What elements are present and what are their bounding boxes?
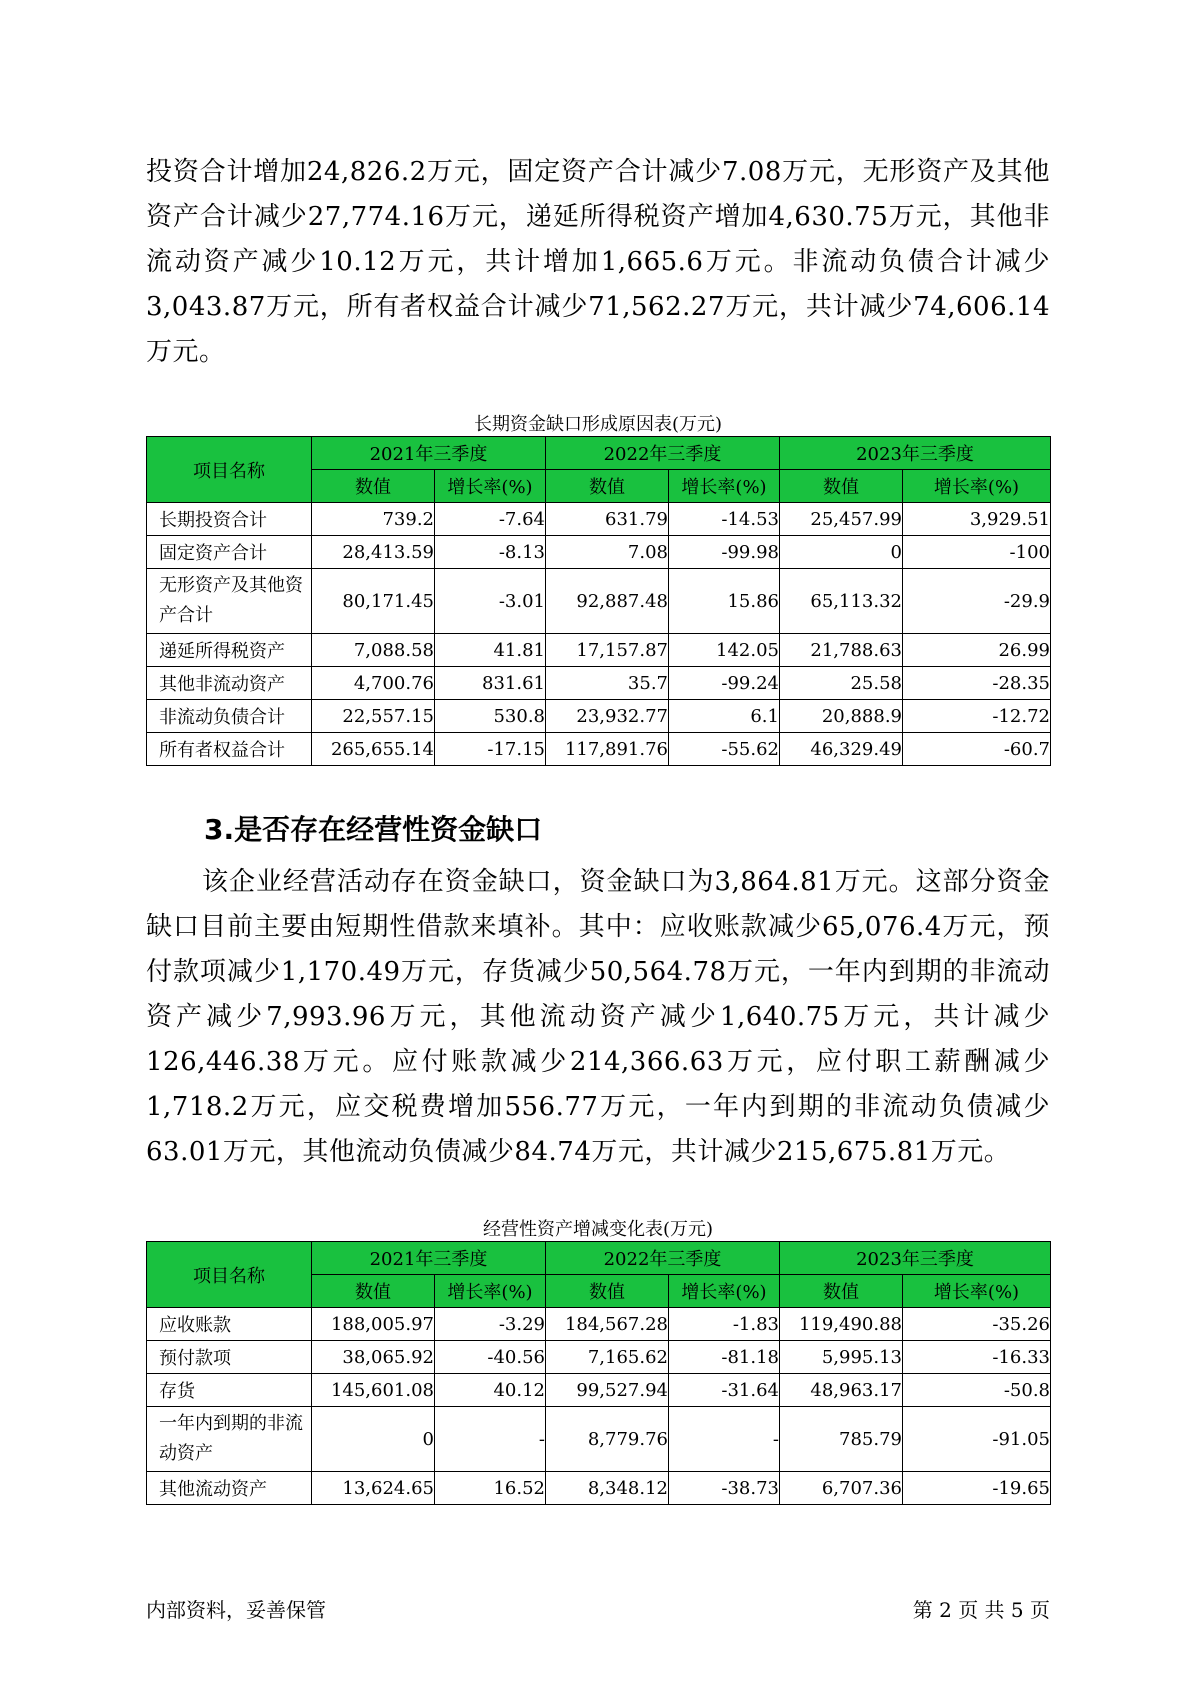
table-cell: 631.79 [546,503,669,536]
row-label: 无形资产及其他资产合计 [147,569,312,634]
table-cell: 785.79 [780,1407,903,1472]
table-cell: 188,005.97 [312,1308,435,1341]
table-cell: 4,700.76 [312,667,435,700]
table-cell: 28,413.59 [312,536,435,569]
table-cell: -50.8 [903,1374,1051,1407]
column-header-period: 2022年三季度 [546,437,780,470]
column-header-period: 2022年三季度 [546,1242,780,1275]
body-paragraph: 该企业经营活动存在资金缺口，资金缺口为3,864.81万元。这部分资金缺口目前主要由短期性借款来填补。其中：应收账款减少65,076.4万元，预付款项减少1,170.49万元，存货减少50,564.78万元，一年内到期的非流动资产减少7,993.96万元，其他流动资产减少1,640.75万元，共计减少126,446.38万元。应付账款减少214,366.63万元，应付职工薪酬减少1,718.2万元，应交税费增加556.77万元，一年内到期的非流动负债减少63.01万元，其他流动负债减少84.74万元，共计减少215,675.81万元。 [146,867,1050,1167]
table-cell: 8,779.76 [546,1407,669,1472]
table-cell: -38.73 [669,1472,780,1505]
body-paragraph: 投资合计增加24,826.2万元，固定资产合计减少7.08万元，无形资产及其他资产合计减少27,774.16万元，递延所得税资产增加4,630.75万元，其他非流动资产减少10.12万元，共计增加1,665.6万元。非流动负债合计减少3,043.87万元，所有者权益合计减少71,562.27万元，共计减少74,606.14万元。 [146,157,1050,367]
operating-assets-change-table [146,1241,1051,1505]
table-cell: 25,457.99 [780,503,903,536]
column-header-growth-rate: 增长率(%) [435,470,546,503]
table-cell: -35.26 [903,1308,1051,1341]
table-cell: -3.29 [435,1308,546,1341]
table-cell: -1.83 [669,1308,780,1341]
table-row [147,1374,1051,1407]
table-cell: 16.52 [435,1472,546,1505]
column-header-value: 数值 [546,1275,669,1308]
column-header-value: 数值 [546,470,669,503]
table-cell: 530.8 [435,700,546,733]
table-cell: 35.7 [546,667,669,700]
table-row [147,1308,1051,1341]
footer-page-number: 第 2 页 共 5 页 [912,1598,1050,1622]
table-cell: 119,490.88 [780,1308,903,1341]
row-label: 一年内到期的非流动资产 [147,1407,312,1472]
table-row [147,1341,1051,1374]
table-cell: 21,788.63 [780,634,903,667]
column-header-period: 2021年三季度 [312,1242,546,1275]
column-header-value: 数值 [312,1275,435,1308]
row-label: 存货 [147,1374,312,1407]
table-cell: 40.12 [435,1374,546,1407]
column-header-period: 2023年三季度 [780,1242,1051,1275]
column-header-value: 数值 [312,470,435,503]
table-cell: 65,113.32 [780,569,903,634]
table-cell: 831.61 [435,667,546,700]
table-cell: 0 [780,536,903,569]
table-cell: -99.24 [669,667,780,700]
column-header-item-name: 项目名称 [147,437,312,503]
table-cell: -81.18 [669,1341,780,1374]
table-cell: 3,929.51 [903,503,1051,536]
table-row [147,503,1051,536]
table-cell: -31.64 [669,1374,780,1407]
column-header-item-name: 项目名称 [147,1242,312,1308]
row-label: 应收账款 [147,1308,312,1341]
column-header-growth-rate: 增长率(%) [435,1275,546,1308]
table-row [147,536,1051,569]
row-label: 预付款项 [147,1341,312,1374]
table-cell: -14.53 [669,503,780,536]
table-cell: 6.1 [669,700,780,733]
table-cell: 5,995.13 [780,1341,903,1374]
footer-confidential-note: 内部资料，妥善保管 [146,1598,326,1622]
table-row [147,700,1051,733]
table-cell: -16.33 [903,1341,1051,1374]
table-cell: 117,891.76 [546,733,669,766]
row-label: 其他流动资产 [147,1472,312,1505]
table-cell: -12.72 [903,700,1051,733]
table-cell: 8,348.12 [546,1472,669,1505]
section-heading: 3.是否存在经营性资金缺口 [204,813,543,846]
table-cell: -29.9 [903,569,1051,634]
table-cell: 80,171.45 [312,569,435,634]
table-cell: 48,963.17 [780,1374,903,1407]
table-row [147,634,1051,667]
table-cell: 20,888.9 [780,700,903,733]
table-cell: 38,065.92 [312,1341,435,1374]
row-label: 固定资产合计 [147,536,312,569]
table-cell: 7,165.62 [546,1341,669,1374]
row-label: 非流动负债合计 [147,700,312,733]
table-cell: 17,157.87 [546,634,669,667]
table-cell: 46,329.49 [780,733,903,766]
table-cell: -91.05 [903,1407,1051,1472]
table-row [147,667,1051,700]
row-label: 递延所得税资产 [147,634,312,667]
column-header-growth-rate: 增长率(%) [903,470,1051,503]
table-row [147,1407,1051,1472]
table-cell: 26.99 [903,634,1051,667]
table-cell: - [435,1407,546,1472]
column-header-growth-rate: 增长率(%) [669,1275,780,1308]
table-cell: 41.81 [435,634,546,667]
table-cell: 184,567.28 [546,1308,669,1341]
long-term-funding-gap-table [146,436,1051,766]
table-cell: 25.58 [780,667,903,700]
table-cell: -40.56 [435,1341,546,1374]
column-header-period: 2023年三季度 [780,437,1051,470]
table-cell: 739.2 [312,503,435,536]
column-header-growth-rate: 增长率(%) [669,470,780,503]
table-caption: 经营性资产增减变化表(万元) [482,1219,714,1240]
table-cell: 265,655.14 [312,733,435,766]
table-row [147,569,1051,634]
table-cell: 145,601.08 [312,1374,435,1407]
table-cell: 15.86 [669,569,780,634]
table-row [147,1472,1051,1505]
table-cell: -19.65 [903,1472,1051,1505]
table-cell: -28.35 [903,667,1051,700]
table-cell: 99,527.94 [546,1374,669,1407]
table-cell: -7.64 [435,503,546,536]
row-label: 所有者权益合计 [147,733,312,766]
table-cell: 7,088.58 [312,634,435,667]
table-cell: 142.05 [669,634,780,667]
table-cell: -17.15 [435,733,546,766]
table-cell: -55.62 [669,733,780,766]
table-cell: 0 [312,1407,435,1472]
table-cell: 6,707.36 [780,1472,903,1505]
table-cell: 92,887.48 [546,569,669,634]
table-cell: -100 [903,536,1051,569]
row-label: 长期投资合计 [147,503,312,536]
table-cell: -99.98 [669,536,780,569]
column-header-value: 数值 [780,1275,903,1308]
table-cell: 23,932.77 [546,700,669,733]
table-cell: 13,624.65 [312,1472,435,1505]
column-header-growth-rate: 增长率(%) [903,1275,1051,1308]
table-cell: -8.13 [435,536,546,569]
table-cell: 22,557.15 [312,700,435,733]
table-cell: - [669,1407,780,1472]
column-header-period: 2021年三季度 [312,437,546,470]
row-label: 其他非流动资产 [147,667,312,700]
table-cell: -60.7 [903,733,1051,766]
table-caption: 长期资金缺口形成原因表(万元) [473,414,723,435]
table-cell: -3.01 [435,569,546,634]
table-cell: 7.08 [546,536,669,569]
column-header-value: 数值 [780,470,903,503]
table-row [147,733,1051,766]
